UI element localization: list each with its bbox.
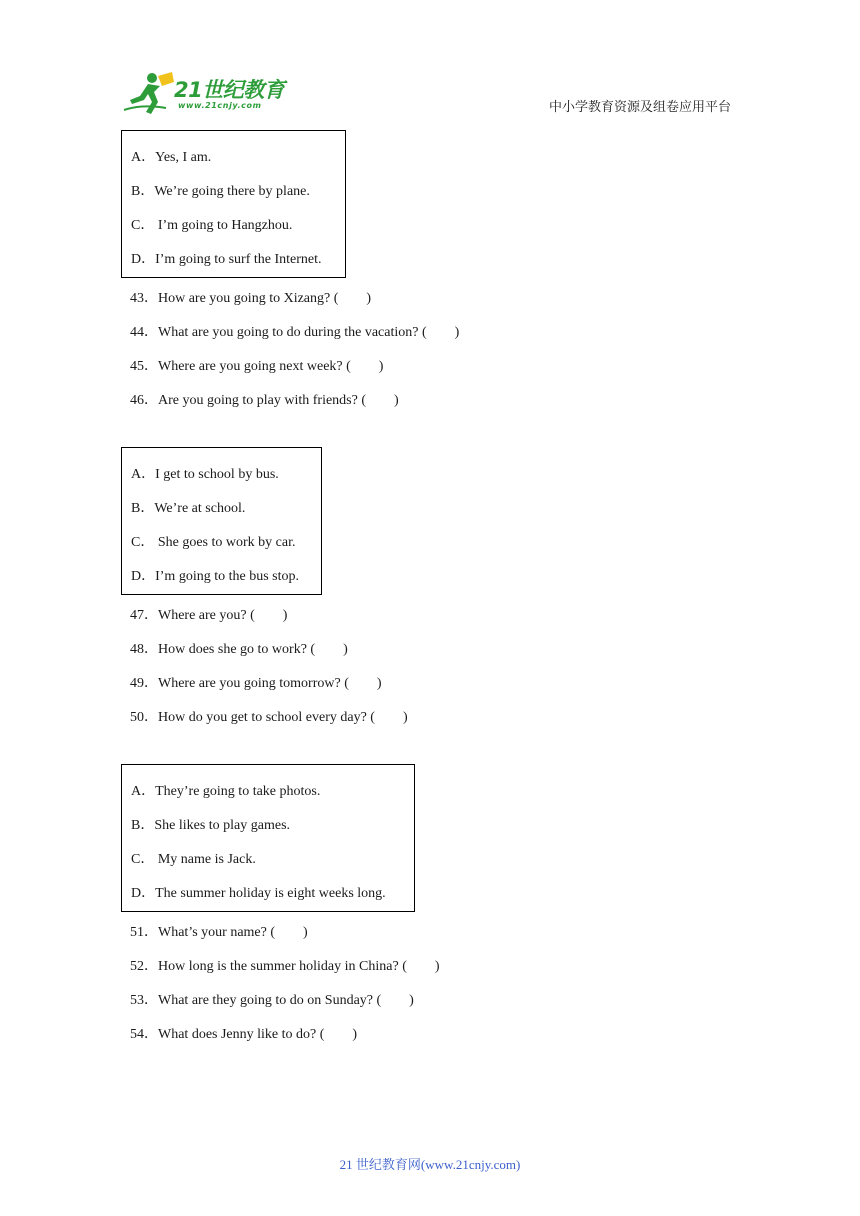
question: 52．How long is the summer holiday in China? ( ) <box>130 959 440 974</box>
question: 49．Where are you going tomorrow? ( ) <box>130 676 382 691</box>
header-tagline: 中小学教育资源及组卷应用平台 <box>549 99 732 114</box>
runner-icon <box>122 70 178 116</box>
question: 53．What are they going to do on Sunday? ( ) <box>130 993 414 1008</box>
option-d: D．The summer holiday is eight weeks long. <box>131 886 386 901</box>
options-box <box>121 764 415 912</box>
question: 50．How do you get to school every day? ( ) <box>130 710 408 725</box>
options-box <box>121 447 322 595</box>
option-c: C． I’m going to Hangzhou. <box>131 218 293 233</box>
logo-url: www.21cnjy.com <box>178 101 262 110</box>
option-b: B．She likes to play games. <box>131 818 291 833</box>
question: 48．How does she go to work? ( ) <box>130 642 348 657</box>
option-b: B．We’re going there by plane. <box>131 184 310 199</box>
option-a: A．Yes, I am. <box>131 150 212 165</box>
option-c: C． My name is Jack. <box>131 852 256 867</box>
option-b: B．We’re at school. <box>131 501 246 516</box>
options-box <box>121 130 346 278</box>
question: 46．Are you going to play with friends? ( ) <box>130 393 399 408</box>
question: 45．Where are you going next week? ( ) <box>130 359 384 374</box>
option-c: C． She goes to work by car. <box>131 535 296 550</box>
footer-link[interactable]: 21 世纪教育网(www.21cnjy.com) <box>339 1157 521 1172</box>
option-a: A．They’re going to take photos. <box>131 784 321 799</box>
question: 44．What are you going to do during the vacation? ( ) <box>130 325 460 340</box>
question: 43．How are you going to Xizang? ( ) <box>130 291 372 306</box>
question: 54．What does Jenny like to do? ( ) <box>130 1027 358 1042</box>
option-d: D．I’m going to surf the Internet. <box>131 252 322 267</box>
option-a: A．I get to school by bus. <box>131 467 279 482</box>
logo-text: 21世纪教育 <box>174 78 285 102</box>
question: 51．What’s your name? ( ) <box>130 925 308 940</box>
site-logo <box>122 70 292 116</box>
question: 47．Where are you? ( ) <box>130 608 288 623</box>
option-d: D．I’m going to the bus stop. <box>131 569 299 584</box>
